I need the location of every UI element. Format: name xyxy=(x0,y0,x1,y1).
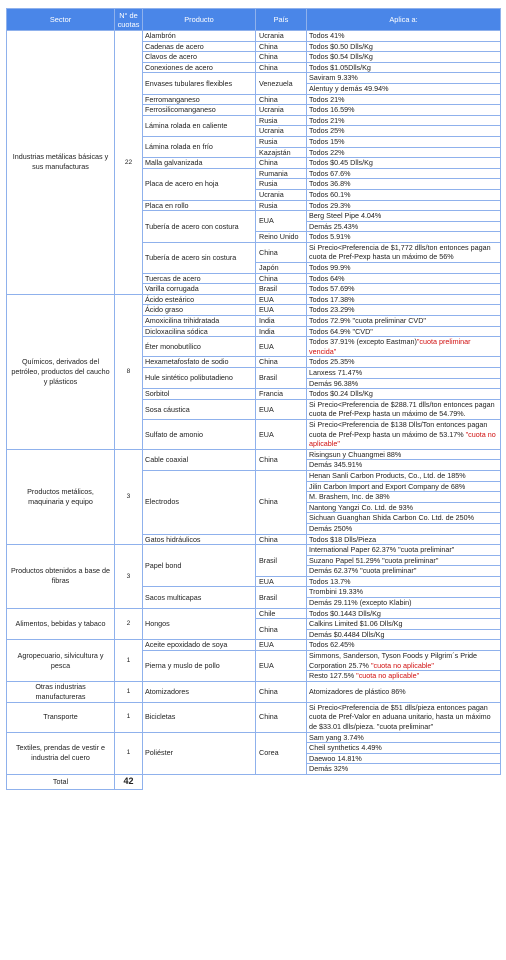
product-cell: Placa en rollo xyxy=(143,200,256,211)
product-cell: Lámina rolada en frío xyxy=(143,136,256,157)
applies-text: Atomizadores de plástico 86% xyxy=(309,687,406,697)
product-cell: Amoxicilina trihidratada xyxy=(143,316,256,327)
applies-entry xyxy=(307,523,500,534)
country-cell: China xyxy=(256,470,307,534)
applies-text: Todos 25% xyxy=(309,126,345,136)
quota-count-cell: 1 xyxy=(115,681,143,702)
applies-entry xyxy=(307,420,500,449)
quota-count-cell: 3 xyxy=(115,545,143,609)
product-cell: Poliéster xyxy=(143,732,256,774)
country-cell: Brasil xyxy=(256,545,307,577)
applies-entry xyxy=(307,753,500,764)
country-cell: Corea xyxy=(256,732,307,774)
applies-cell xyxy=(307,608,501,619)
country-cell: Reino Unido xyxy=(256,232,307,243)
applies-cell xyxy=(307,316,501,327)
applies-text: Resto 127.5% xyxy=(309,671,357,681)
applies-entry xyxy=(307,190,500,200)
country-cell: Ucrania xyxy=(256,189,307,200)
applies-cell xyxy=(307,284,501,295)
sector-cell: Textiles, prendas de vestir e industria del cuero xyxy=(7,732,115,774)
applies-text: Sichuan Guanghan Shida Carbon Co. Ltd. de 250% xyxy=(309,513,475,523)
applies-entry xyxy=(307,619,500,629)
applies-text: Nantong Yangzi Co. Ltd. de 93% xyxy=(309,502,414,512)
applies-cell xyxy=(307,105,501,116)
quota-count-cell: 1 xyxy=(115,732,143,774)
applies-entry xyxy=(307,545,500,555)
applies-text: Todos 13.7% xyxy=(309,576,351,586)
applies-text: Todos 72.9% "cuota preliminar CVD" xyxy=(309,316,426,326)
applies-entry xyxy=(307,116,500,126)
country-cell: Rusia xyxy=(256,200,307,211)
applies-entry xyxy=(307,651,500,670)
applies-text: Risingsun y Chuangmei 88% xyxy=(309,449,402,459)
applies-entry xyxy=(307,73,500,83)
country-cell: China xyxy=(256,534,307,545)
applies-cell xyxy=(307,189,501,200)
applies-entry xyxy=(307,148,500,158)
product-cell: Tuercas de acero xyxy=(143,273,256,284)
status-note: "cuota no aplicable" xyxy=(356,671,420,681)
country-cell: EUA xyxy=(256,337,307,357)
product-cell: Ácido graso xyxy=(143,305,256,316)
applies-text: Lanxess 71.47% xyxy=(309,368,363,377)
applies-cell xyxy=(307,147,501,158)
country-cell: EUA xyxy=(256,651,307,682)
applies-entry xyxy=(307,295,500,305)
applies-cell xyxy=(307,357,501,368)
country-cell: China xyxy=(256,41,307,52)
applies-text: Todos 22% xyxy=(309,147,345,157)
applies-entry xyxy=(307,629,500,640)
product-cell: Lámina rolada en caliente xyxy=(143,115,256,136)
applies-text: Henan Sanli Carbon Products, Co., Ltd. de 185% xyxy=(309,470,466,480)
applies-text: Demás 96.38% xyxy=(309,378,359,388)
table-row xyxy=(7,31,501,42)
applies-entry xyxy=(307,555,500,566)
applies-text: Todos 64% xyxy=(309,273,345,283)
applies-cell xyxy=(307,232,501,243)
country-cell: China xyxy=(256,52,307,63)
product-cell: Ácido esteárico xyxy=(143,294,256,305)
applies-entry xyxy=(307,587,500,597)
applies-cell xyxy=(307,681,501,702)
product-cell: Ferromanganeso xyxy=(143,94,256,105)
product-cell: Alambrón xyxy=(143,31,256,42)
header-sector: Sector xyxy=(7,9,115,31)
applies-cell xyxy=(307,419,501,449)
applies-text: Demás 62.37% "cuota preliminar" xyxy=(309,566,417,576)
applies-cell xyxy=(307,368,501,389)
applies-text: Todos $0.24 Dlls/Kg xyxy=(309,389,373,399)
applies-cell xyxy=(307,126,501,137)
applies-entry xyxy=(307,63,500,73)
applies-text: Alentuy y demás 49.94% xyxy=(309,83,389,93)
total-label: Total xyxy=(7,774,115,789)
applies-entry xyxy=(307,491,500,502)
product-cell: Placa de acero en hoja xyxy=(143,168,256,200)
quota-count-cell: 2 xyxy=(115,608,143,640)
applies-text: Calkins Limited $1.06 Dlls/Kg xyxy=(309,619,403,629)
country-cell: Ucrania xyxy=(256,126,307,137)
applies-text: Todos 41% xyxy=(309,31,345,40)
country-cell: China xyxy=(256,702,307,732)
applies-cell xyxy=(307,399,501,419)
applies-text: International Paper 62.37% "cuota preliminar" xyxy=(309,545,455,555)
applies-text: Sam yang 3.74% xyxy=(309,732,364,742)
applies-entry xyxy=(307,137,500,147)
applies-text: Cheil synthetics 4.49% xyxy=(309,743,382,753)
status-note: "cuota preliminar vencida" xyxy=(309,337,471,356)
applies-entry xyxy=(307,481,500,492)
applies-text: Todos $0.50 Dlls/Kg xyxy=(309,41,373,51)
product-cell: Tubería de acero sin costura xyxy=(143,242,256,273)
country-cell: EUA xyxy=(256,419,307,449)
sector-cell: Productos obtenidos a base de fibras xyxy=(7,545,115,609)
country-cell: Venezuela xyxy=(256,73,307,94)
applies-entry xyxy=(307,31,500,41)
product-cell: Dicloxacilina sódica xyxy=(143,326,256,337)
product-cell: Cable coaxial xyxy=(143,449,256,470)
applies-entry xyxy=(307,609,500,619)
applies-entry xyxy=(307,327,500,337)
applies-text: Todos $0.45 Dlls/Kg xyxy=(309,158,373,168)
applies-entry xyxy=(307,243,500,262)
applies-entry xyxy=(307,763,500,774)
quota-count-cell: 1 xyxy=(115,702,143,732)
quota-table xyxy=(6,8,501,790)
total-row xyxy=(7,774,501,789)
applies-entry xyxy=(307,316,500,326)
country-cell: EUA xyxy=(256,211,307,232)
applies-cell xyxy=(307,200,501,211)
applies-entry xyxy=(307,158,500,168)
table-row xyxy=(7,608,501,619)
applies-text: Todos 67.6% xyxy=(309,168,351,178)
country-cell: Francia xyxy=(256,389,307,400)
applies-cell xyxy=(307,651,501,682)
applies-entry xyxy=(307,502,500,513)
country-cell: EUA xyxy=(256,305,307,316)
applies-cell xyxy=(307,337,501,357)
quota-count-cell: 22 xyxy=(115,31,143,295)
applies-text: Demás 250% xyxy=(309,523,353,533)
sector-cell: Transporte xyxy=(7,702,115,732)
country-cell: China xyxy=(256,273,307,284)
applies-cell xyxy=(307,534,501,545)
applies-entry xyxy=(307,211,500,221)
applies-entry xyxy=(307,201,500,211)
product-cell: Hule sintético polibutadieno xyxy=(143,368,256,389)
applies-text: Demás 345.91% xyxy=(309,460,363,470)
applies-text: Si Precio<Preferencia de $51 dlls/pieza entonces pagan cuota de Pref-Valor en aduana unitario, hasta un máximo de $33.01 dlls/pieza. "cuota preliminar" xyxy=(309,702,491,731)
table-row xyxy=(7,702,501,732)
product-cell: Sosa cáustica xyxy=(143,399,256,419)
header-row xyxy=(7,9,501,31)
applies-entry xyxy=(307,640,500,650)
country-cell: EUA xyxy=(256,399,307,419)
applies-cell xyxy=(307,389,501,400)
applies-text: Jilin Carbon Import and Export Company de 68% xyxy=(309,481,466,491)
applies-cell xyxy=(307,242,501,262)
applies-cell xyxy=(307,576,501,587)
applies-text: Saviram 9.33% xyxy=(309,73,358,83)
applies-entry xyxy=(307,378,500,389)
product-cell: Sorbitol xyxy=(143,389,256,400)
applies-text: Todos $18 Dlls/Pieza xyxy=(309,534,377,544)
country-cell: China xyxy=(256,94,307,105)
applies-entry xyxy=(307,274,500,284)
sector-cell: Productos metálicos, maquinaria y equipo xyxy=(7,449,115,544)
applies-cell xyxy=(307,115,501,126)
product-cell: Atomizadores xyxy=(143,681,256,702)
applies-entry xyxy=(307,95,500,105)
table-row xyxy=(7,294,501,305)
country-cell: Japón xyxy=(256,263,307,274)
applies-cell xyxy=(307,305,501,316)
applies-entry xyxy=(307,670,500,681)
product-cell: Pierna y muslo de pollo xyxy=(143,651,256,682)
product-cell: Ferrosilicomanganeso xyxy=(143,105,256,116)
table-row xyxy=(7,545,501,577)
applies-cell xyxy=(307,470,501,534)
applies-entry xyxy=(307,305,500,315)
applies-text: Todos 37.91% (excepto Eastman) xyxy=(309,337,417,347)
total-value: 42 xyxy=(115,774,143,789)
applies-text: Todos 60.1% xyxy=(309,189,351,199)
header-product: Producto xyxy=(143,9,256,31)
applies-entry xyxy=(307,733,500,743)
country-cell: India xyxy=(256,316,307,327)
country-cell: Rusia xyxy=(256,179,307,190)
applies-cell xyxy=(307,587,501,608)
product-cell: Hongos xyxy=(143,608,256,640)
country-cell: China xyxy=(256,357,307,368)
table-body xyxy=(7,31,501,775)
product-cell: Tubería de acero con costura xyxy=(143,211,256,243)
applies-text: Todos 57.69% xyxy=(309,284,355,294)
applies-text: Todos 16.59% xyxy=(309,105,355,115)
country-cell: EUA xyxy=(256,576,307,587)
applies-cell xyxy=(307,619,501,640)
header-country: País xyxy=(256,9,307,31)
applies-cell xyxy=(307,62,501,73)
quota-count-cell: 1 xyxy=(115,640,143,681)
country-cell: China xyxy=(256,62,307,73)
applies-entry xyxy=(307,337,500,356)
sector-cell: Agropecuario, silvicultura y pesca xyxy=(7,640,115,681)
applies-entry xyxy=(307,357,500,367)
country-cell: China xyxy=(256,158,307,169)
applies-text: Todos 17.38% xyxy=(309,294,355,304)
applies-cell xyxy=(307,136,501,147)
country-cell: Brasil xyxy=(256,587,307,608)
status-note: "cuota no aplicable" xyxy=(370,660,434,670)
country-cell: Brasil xyxy=(256,284,307,295)
applies-entry xyxy=(307,450,500,460)
table-row xyxy=(7,449,501,470)
applies-entry xyxy=(307,703,500,732)
product-cell: Clavos de acero xyxy=(143,52,256,63)
sector-cell: Químicos, derivados del petróleo, productos del caucho y plásticos xyxy=(7,294,115,449)
applies-entry xyxy=(307,512,500,523)
applies-entry xyxy=(307,459,500,470)
applies-entry xyxy=(307,263,500,273)
country-cell: China xyxy=(256,619,307,640)
country-cell: EUA xyxy=(256,640,307,651)
applies-text: Todos 29.3% xyxy=(309,200,351,210)
sector-cell: Otras industrias manufactureras xyxy=(7,681,115,702)
product-cell: Conexiones de acero xyxy=(143,62,256,73)
applies-text: Todos 25.35% xyxy=(309,357,355,367)
applies-text: Todos 21% xyxy=(309,94,345,104)
product-cell: Aceite epoxidado de soya xyxy=(143,640,256,651)
applies-entry xyxy=(307,83,500,94)
applies-cell xyxy=(307,702,501,732)
country-cell: Ucrania xyxy=(256,105,307,116)
applies-text: Todos 21% xyxy=(309,115,345,125)
applies-text: Demás 29.11% (excepto Klabin) xyxy=(309,598,412,608)
country-cell: Chile xyxy=(256,608,307,619)
applies-entry xyxy=(307,52,500,62)
applies-cell xyxy=(307,640,501,651)
applies-entry xyxy=(307,42,500,52)
applies-text: Todos $0.1443 Dlls/Kg xyxy=(309,608,381,618)
product-cell: Sulfato de amonio xyxy=(143,419,256,449)
sector-cell: Alimentos, bebidas y tabaco xyxy=(7,608,115,640)
applies-entry xyxy=(307,471,500,481)
product-cell: Envases tubulares flexibles xyxy=(143,73,256,94)
applies-cell xyxy=(307,545,501,577)
product-cell: Sacos multicapas xyxy=(143,587,256,608)
applies-cell xyxy=(307,326,501,337)
applies-entry xyxy=(307,179,500,189)
applies-text: Todos 5.91% xyxy=(309,232,351,242)
applies-text: Berg Steel Pipe 4.04% xyxy=(309,211,382,221)
applies-cell xyxy=(307,211,501,232)
applies-cell xyxy=(307,73,501,94)
country-cell: Kazajstán xyxy=(256,147,307,158)
applies-cell xyxy=(307,41,501,52)
country-cell: Rusia xyxy=(256,115,307,126)
applies-text: Daewoo 14.81% xyxy=(309,753,362,763)
applies-entry xyxy=(307,597,500,608)
applies-entry xyxy=(307,687,500,697)
applies-cell xyxy=(307,31,501,42)
applies-text: M. Brashem, Inc. de 38% xyxy=(309,492,390,502)
status-note: "cuota no aplicable" xyxy=(309,429,496,449)
country-cell: China xyxy=(256,242,307,262)
applies-text: Simmons, Sanderson, Tyson Foods y Pilgrim´s Pride Corporation 25.7% xyxy=(309,651,478,670)
table-row xyxy=(7,681,501,702)
applies-text: Trombini 19.33% xyxy=(309,587,364,597)
product-cell: Cadenas de acero xyxy=(143,41,256,52)
country-cell: China xyxy=(256,681,307,702)
applies-cell xyxy=(307,294,501,305)
applies-entry xyxy=(307,169,500,179)
applies-entry xyxy=(307,126,500,136)
sector-cell: Industrias metálicas básicas y sus manufacturas xyxy=(7,31,115,295)
applies-entry xyxy=(307,232,500,242)
applies-text: Todos $1.05Dlls/Kg xyxy=(309,62,371,72)
applies-text: Demás 25.43% xyxy=(309,221,359,231)
applies-text: Si Precio<Preferencia de $1,772 dlls/ton entonces pagan cuota de Pref-Pexp hasta un máximo de 56% xyxy=(309,242,491,262)
applies-cell xyxy=(307,263,501,274)
applies-entry xyxy=(307,400,500,419)
applies-text: Todos 64.9% "CVD" xyxy=(309,326,373,336)
country-cell: Rumania xyxy=(256,168,307,179)
applies-text: Todos 62.45% xyxy=(309,640,355,650)
header-count: N° de cuotas xyxy=(115,9,143,31)
country-cell: China xyxy=(256,449,307,470)
applies-entry xyxy=(307,221,500,232)
applies-cell xyxy=(307,449,501,470)
applies-text: Demás $0.4484 Dlls/Kg xyxy=(309,629,385,639)
country-cell: EUA xyxy=(256,294,307,305)
applies-entry xyxy=(307,105,500,115)
product-cell: Malla galvanizada xyxy=(143,158,256,169)
quota-count-cell: 8 xyxy=(115,294,143,449)
applies-text: Si Precio<Preferencia de $138 Dlls/Ton entonces pagan cuota de Pref-Pexp hasta un máximo de 53.17% xyxy=(309,419,488,439)
applies-cell xyxy=(307,732,501,774)
applies-entry xyxy=(307,368,500,378)
product-cell: Gatos hidráulicos xyxy=(143,534,256,545)
applies-text: Todos 36.8% xyxy=(309,179,351,189)
applies-entry xyxy=(307,284,500,294)
product-cell: Electrodos xyxy=(143,470,256,534)
applies-entry xyxy=(307,389,500,399)
applies-entry xyxy=(307,742,500,753)
applies-text: Todos 99.9% xyxy=(309,263,351,273)
product-cell: Hexametafosfato de sodio xyxy=(143,357,256,368)
country-cell: India xyxy=(256,326,307,337)
applies-entry xyxy=(307,577,500,587)
applies-text: Suzano Papel 51.29% "cuota preliminar" xyxy=(309,555,439,565)
country-cell: Ucrania xyxy=(256,31,307,42)
table-row xyxy=(7,732,501,774)
product-cell: Varilla corrugada xyxy=(143,284,256,295)
applies-text: Todos $0.54 Dlls/Kg xyxy=(309,52,373,62)
country-cell: Rusia xyxy=(256,136,307,147)
applies-entry xyxy=(307,565,500,576)
quota-count-cell: 3 xyxy=(115,449,143,544)
applies-text: Todos 23.29% xyxy=(309,305,355,315)
country-cell: Brasil xyxy=(256,368,307,389)
applies-text: Todos 15% xyxy=(309,136,345,146)
applies-text: Demás 32% xyxy=(309,764,349,774)
product-cell: Éter monobutílico xyxy=(143,337,256,357)
header-applies: Aplica a: xyxy=(307,9,501,31)
applies-cell xyxy=(307,94,501,105)
applies-entry xyxy=(307,535,500,545)
applies-text: Si Precio<Preferencia de $288.71 dlls/ton entonces pagan cuota de Pref-Pexp hasta un máximo de 54.79%. xyxy=(309,399,495,419)
product-cell: Bicicletas xyxy=(143,702,256,732)
applies-cell xyxy=(307,168,501,179)
applies-cell xyxy=(307,179,501,190)
applies-cell xyxy=(307,158,501,169)
table-row xyxy=(7,640,501,651)
applies-cell xyxy=(307,273,501,284)
product-cell: Papel bond xyxy=(143,545,256,587)
applies-cell xyxy=(307,52,501,63)
